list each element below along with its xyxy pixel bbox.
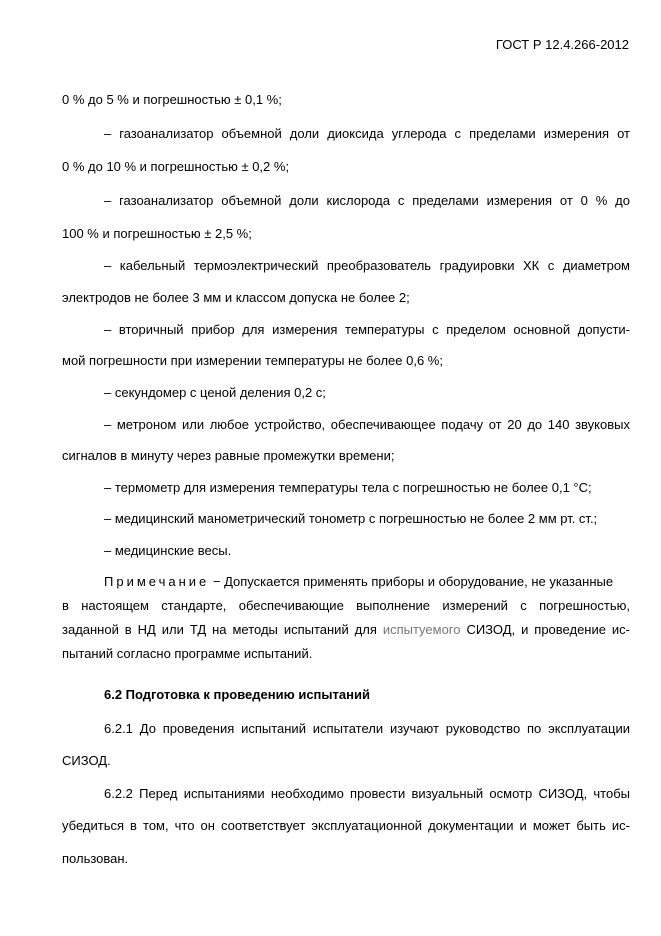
list-item: – кабельный термоэлектрический преобразователь градуировки ХК с диаметром — [104, 258, 630, 273]
list-item: – газоанализатор объемной доли диоксида углерода с пределами измерения от — [104, 126, 630, 141]
note-line: пытаний согласно программе испытаний. — [62, 646, 313, 661]
list-item: – вторичный прибор для измерения температуры с пределом основной допусти- — [104, 322, 630, 337]
text-line: 0 % до 5 % и погрешностью ± 0,1 %; — [62, 92, 282, 107]
paragraph-line: СИЗОД. — [62, 753, 111, 768]
text-line: 0 % до 10 % и погрешностью ± 0,2 %; — [62, 159, 290, 174]
paragraph-line: пользован. — [62, 851, 129, 866]
note-line — [62, 574, 630, 589]
list-item: – секундомер с ценой деления 0,2 с; — [104, 385, 326, 400]
section-heading: 6.2 Подготовка к проведению испытаний — [104, 687, 370, 702]
text-line: электродов не более 3 мм и классом допуска не более 2; — [62, 290, 410, 305]
list-item: – термометр для измерения температуры тела с погрешностью не более 0,1 °С; — [104, 480, 592, 495]
note-label: Примечание — [104, 574, 210, 589]
text-line: сигналов в минуту через равные промежутки времени; — [62, 448, 395, 463]
document-id-header: ГОСТ Р 12.4.266-2012 — [495, 37, 629, 52]
list-item: – медицинские весы. — [104, 543, 232, 558]
text-line: 100 % и погрешностью ± 2,5 %; — [62, 226, 252, 241]
note-line — [62, 622, 630, 637]
paragraph-line: 6.2.1 До проведения испытаний испытатели изучают руководство по эксплуатации — [104, 721, 630, 736]
paragraph-line: убедиться в том, что он соответствует эксплуатационной документации и может быть ис- — [62, 818, 630, 833]
note-text: − Допускается применять приборы и оборудование, не указанные — [209, 574, 614, 589]
list-item: – газоанализатор объемной доли кислорода с пределами измерения от 0 % до — [104, 193, 630, 208]
text-line: мой погрешности при измерении температуры не более 0,6 %; — [62, 353, 443, 368]
list-item: – медицинский манометрический тонометр с погрешностью не более 2 мм рт. ст.; — [104, 511, 598, 526]
note-line: в настоящем стандарте, обеспечивающие выполнение измерений с погрешностью, — [62, 598, 630, 613]
note-text-grey: испытуемого — [382, 622, 461, 637]
note-text: СИЗОД, и проведение ис- — [460, 622, 630, 637]
list-item: – метроном или любое устройство, обеспечивающее подачу от 20 до 140 звуковых — [104, 417, 630, 432]
paragraph-line: 6.2.2 Перед испытаниями необходимо провести визуальный осмотр СИЗОД, чтобы — [104, 786, 630, 801]
note-text: заданной в НД или ТД на методы испытаний для — [62, 622, 383, 637]
